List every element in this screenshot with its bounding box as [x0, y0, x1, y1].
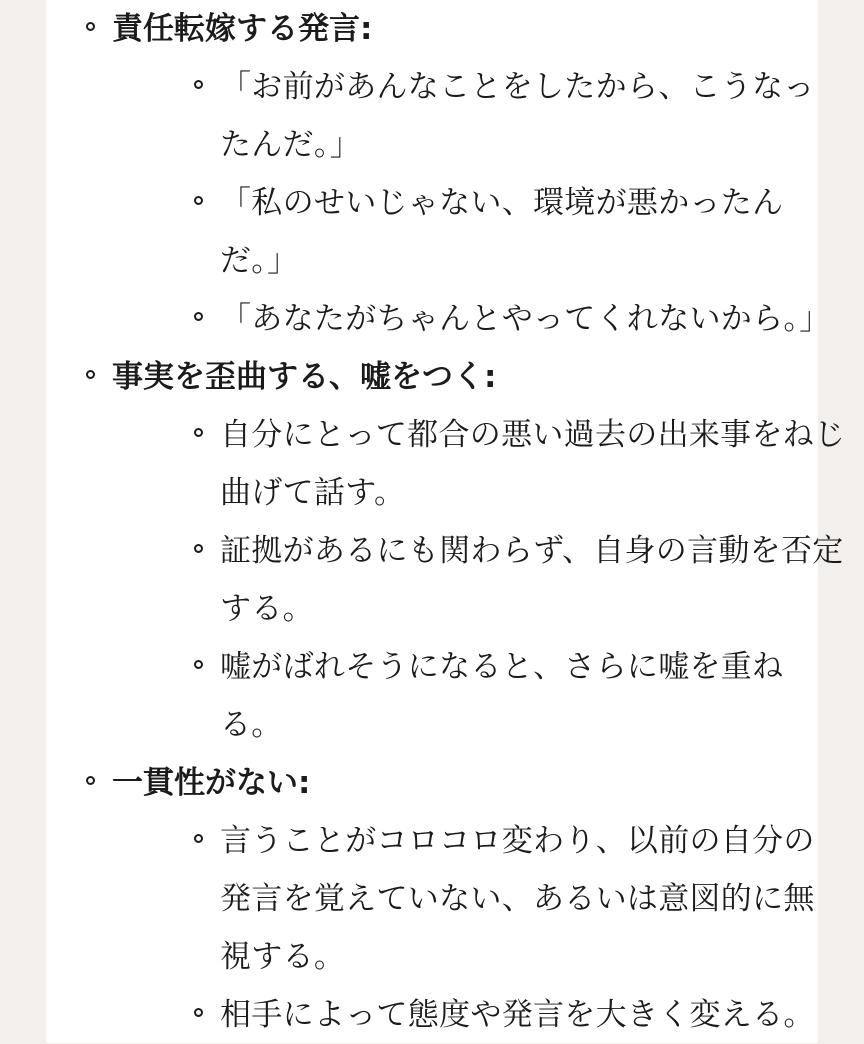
hollow-bullet-icon — [194, 312, 203, 321]
hollow-bullet-icon — [194, 196, 203, 205]
text-line: 曲げて話す。 — [220, 475, 406, 511]
nested-bullet-list — [112, 58, 831, 348]
hollow-bullet-icon — [86, 776, 95, 785]
text-line: 「お前があんなことをしたから、こうなっ — [220, 69, 815, 105]
list-item-blame-shifting — [46, 0, 831, 348]
hollow-bullet-icon — [194, 660, 203, 669]
list-item — [112, 58, 818, 174]
list-item — [112, 986, 818, 1044]
nested-bullet-list — [112, 406, 846, 754]
list-item — [112, 812, 818, 986]
hollow-bullet-icon — [194, 428, 203, 437]
text-line: る。 — [220, 707, 283, 743]
list-item — [112, 174, 818, 290]
hollow-bullet-icon — [194, 544, 203, 553]
text-line: 「あなたがちゃんとやってくれないから。」 — [220, 301, 831, 337]
list-item-distorting-facts — [46, 348, 846, 754]
text-line: だ。」 — [220, 243, 299, 279]
text-line: 嘘がばれそうになると、さらに嘘を重ね — [220, 649, 784, 685]
document-content — [46, 0, 846, 1044]
hollow-bullet-icon — [86, 22, 95, 31]
hollow-bullet-icon — [194, 1008, 203, 1017]
text-line: 「私のせいじゃない、環境が悪かったん — [220, 185, 784, 221]
list-item — [112, 638, 818, 754]
list-item — [112, 290, 831, 348]
text-line: 相手によって態度や発言を大きく変える。 — [220, 997, 815, 1033]
list-item-text — [220, 174, 798, 290]
hollow-bullet-icon — [86, 370, 95, 379]
list-item-text — [220, 406, 846, 522]
list-item-text — [220, 638, 798, 754]
text-line: 視する。 — [220, 939, 346, 975]
outer-bullet-list — [46, 0, 846, 1044]
hollow-bullet-icon — [194, 834, 203, 843]
text-line: する。 — [220, 591, 314, 627]
text-line: たんだ。」 — [220, 127, 361, 163]
document-page — [46, 0, 846, 1043]
list-item-text — [220, 812, 815, 986]
section-heading: 責任転嫁する発言: — [112, 11, 373, 47]
section-heading: 事実を歪曲する、嘘をつく: — [112, 359, 497, 395]
list-item-text — [220, 290, 831, 348]
nested-bullet-list — [112, 812, 818, 1044]
list-item — [112, 522, 844, 638]
list-item-text — [220, 986, 815, 1044]
section-heading: 一貫性がない: — [112, 765, 311, 801]
text-line: 言うことがコロコロ変わり、以前の自分の — [220, 823, 815, 859]
list-item-text — [220, 58, 815, 174]
list-item — [112, 406, 846, 522]
list-item-inconsistency — [46, 754, 818, 1044]
text-line: 発言を覚えていない、あるいは意図的に無 — [220, 881, 815, 917]
hollow-bullet-icon — [194, 80, 203, 89]
list-item-text — [220, 522, 844, 638]
text-line: 自分にとって都合の悪い過去の出来事をねじ — [220, 417, 846, 453]
text-line: 証拠があるにも関わらず、自身の言動を否定 — [220, 533, 844, 569]
